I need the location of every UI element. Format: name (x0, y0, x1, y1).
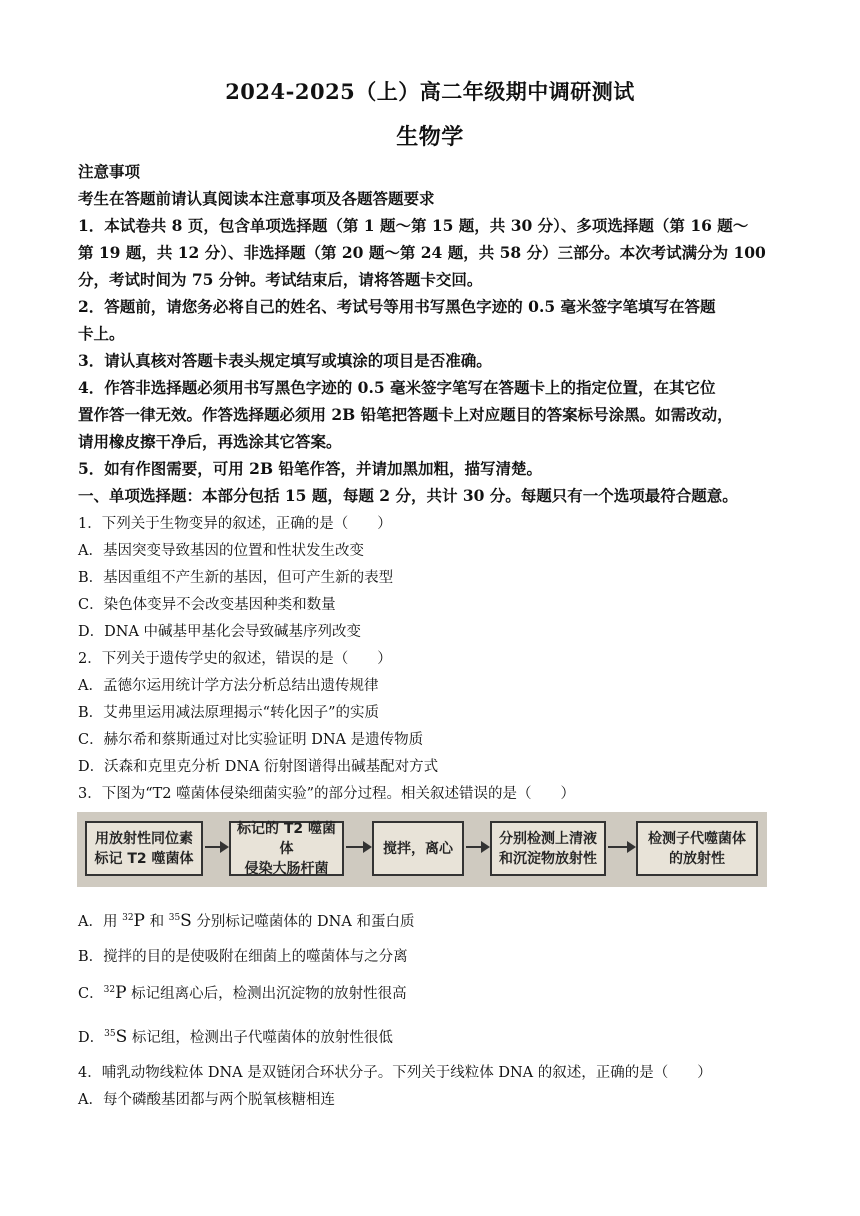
flow-step-label-isotope (85, 821, 203, 876)
question-2-stem: 2．下列关于遗传学史的叙述，错误的是（ ） (78, 651, 392, 667)
question-3-stem: 3．下图为“T2 噬菌体侵染细菌实验”的部分过程。相关叙述错误的是（ ） (78, 786, 576, 802)
flow-step-offspring (636, 821, 758, 876)
exam-title: 2024-2025（上）高二年级期中调研测试 (225, 79, 635, 104)
notice-item-1-cont2: 分，考试时间为 75 分钟。考试结束后，请将答题卡交回。 (78, 270, 483, 289)
notice-item-1-cont: 第 19 题，共 12 分）、非选择题（第 20 题～第 24 题，共 58 分）三部分。本次考试满分为 100 (78, 243, 766, 262)
flow-step-5-line-1: 检测子代噬菌体 (648, 830, 746, 847)
flow-step-5-line-2: 的放射性 (669, 850, 725, 867)
flow-step-4-line-2: 和沉淀物放射性 (499, 850, 597, 867)
notice-intro: 考生在答题前请认真阅读本注意事项及各题答题要求 (78, 189, 435, 208)
q1-option-d: D．DNA 中碱基甲基化会导致碱基序列改变 (78, 624, 362, 640)
notice-item-4-cont2: 请用橡皮擦干净后，再选涂其它答案。 (78, 432, 342, 451)
q3-option-d-prefix: D． (78, 1030, 105, 1046)
notice-item-1: 1．本试卷共 8 页，包含单项选择题（第 1 题～第 15 题，共 30 分）、多项选择题（第 16 题～ (78, 216, 749, 235)
q3-option-b: B．搅拌的目的是使吸附在细菌上的噬菌体与之分离 (78, 949, 408, 965)
isotope-32-superscript: 32 (122, 913, 134, 924)
notice-item-4: 4．作答非选择题必须用书写黑色字迹的 0.5 毫米签字笔写在答题卡上的指定位置，在其它位 (78, 378, 716, 397)
q3-option-d-rest: 标记组，检测出子代噬菌体的放射性很低 (127, 1030, 393, 1046)
flow-arrow (346, 846, 370, 848)
isotope-32-superscript: 32 (103, 985, 116, 996)
flow-step-1-line-2: 标记 T2 噬菌体 (94, 850, 194, 867)
notice-item-5: 5．如有作图需要，可用 2B 铅笔作答，并请加黑加粗，描写清楚。 (78, 459, 542, 478)
flow-step-centrifuge (372, 821, 464, 876)
flow-step-detect (490, 821, 606, 876)
q3-option-c (78, 982, 407, 1003)
isotope-35-superscript: 35 (104, 1029, 116, 1040)
element-s: S (180, 911, 192, 931)
flow-step-1-line-1: 用放射性同位素 (94, 830, 193, 847)
q2-option-d: D．沃森和克里克分析 DNA 衍射图谱得出碱基配对方式 (78, 759, 439, 775)
flow-step-2-line-2: 侵染大肠杆菌 (244, 860, 329, 877)
experiment-flowchart (77, 812, 767, 887)
notice-item-4-cont: 置作答一律无效。作答选择题必须用 2B 铅笔把答题卡上对应题目的答案标号涂黑。如需改动， (78, 405, 733, 424)
question-4-stem: 4．哺乳动物线粒体 DNA 是双链闭合环状分子。下列关于线粒体 DNA 的叙述，正确的是（ ） (78, 1065, 712, 1081)
flow-step-4-line-1: 分别检测上清液 (499, 830, 597, 847)
q2-option-c: C．赫尔希和蔡斯通过对比实验证明 DNA 是遗传物质 (78, 732, 424, 748)
section-heading: 一、单项选择题：本部分包括 15 题，每题 2 分，共计 30 分。每题只有一个选项最符合题意。 (78, 486, 738, 505)
notice-item-2-cont: 卡上。 (78, 324, 125, 343)
q2-option-a: A．孟德尔运用统计学方法分析总结出遗传规律 (78, 678, 379, 694)
notice-heading: 注意事项 (78, 162, 141, 181)
q1-option-a: A．基因突变导致基因的位置和性状发生改变 (78, 543, 364, 559)
isotope-35-superscript: 35 (168, 913, 181, 924)
notice-item-3: 3．请认真核对答题卡表头规定填写或填涂的项目是否准确。 (78, 351, 492, 370)
flow-arrow (608, 846, 634, 848)
flow-arrow (466, 846, 488, 848)
q3-option-d (78, 1026, 393, 1047)
q3-option-a-rest: 分别标记噬菌体的 DNA 和蛋白质 (191, 914, 415, 930)
q3-option-a-prefix: A．用 (78, 914, 123, 930)
element-s: S (115, 1027, 128, 1047)
q1-option-c: C．染色体变异不会改变基因种类和数量 (78, 597, 336, 613)
q3-option-a-conj: 和 (145, 914, 169, 930)
q3-option-c-prefix: C． (78, 986, 104, 1002)
notice-item-2: 2．答题前，请您务必将自己的姓名、考试号等用书写黑色字迹的 0.5 毫米签字笔填写在答题 (78, 297, 716, 316)
element-p: P (115, 983, 127, 1003)
flow-arrow (205, 846, 227, 848)
flow-step-2-line-1: 标记的 T2 噬菌体 (236, 820, 337, 857)
element-p: P (133, 911, 145, 931)
flow-step-infect (229, 821, 344, 876)
question-1-stem: 1．下列关于生物变异的叙述，正确的是（ ） (78, 516, 392, 532)
q2-option-b: B．艾弗里运用减法原理揭示“转化因子”的实质 (78, 705, 379, 721)
subject-title: 生物学 (396, 124, 464, 150)
q3-option-a (78, 910, 414, 931)
q3-option-c-rest: 标记组离心后，检测出沉淀物的放射性很高 (126, 986, 407, 1002)
flow-step-3-text: 搅拌，离心 (383, 840, 453, 857)
q1-option-b: B．基因重组不产生新的基因，但可产生新的表型 (78, 570, 394, 586)
q4-option-a: A．每个磷酸基团都与两个脱氧核糖相连 (78, 1092, 335, 1108)
